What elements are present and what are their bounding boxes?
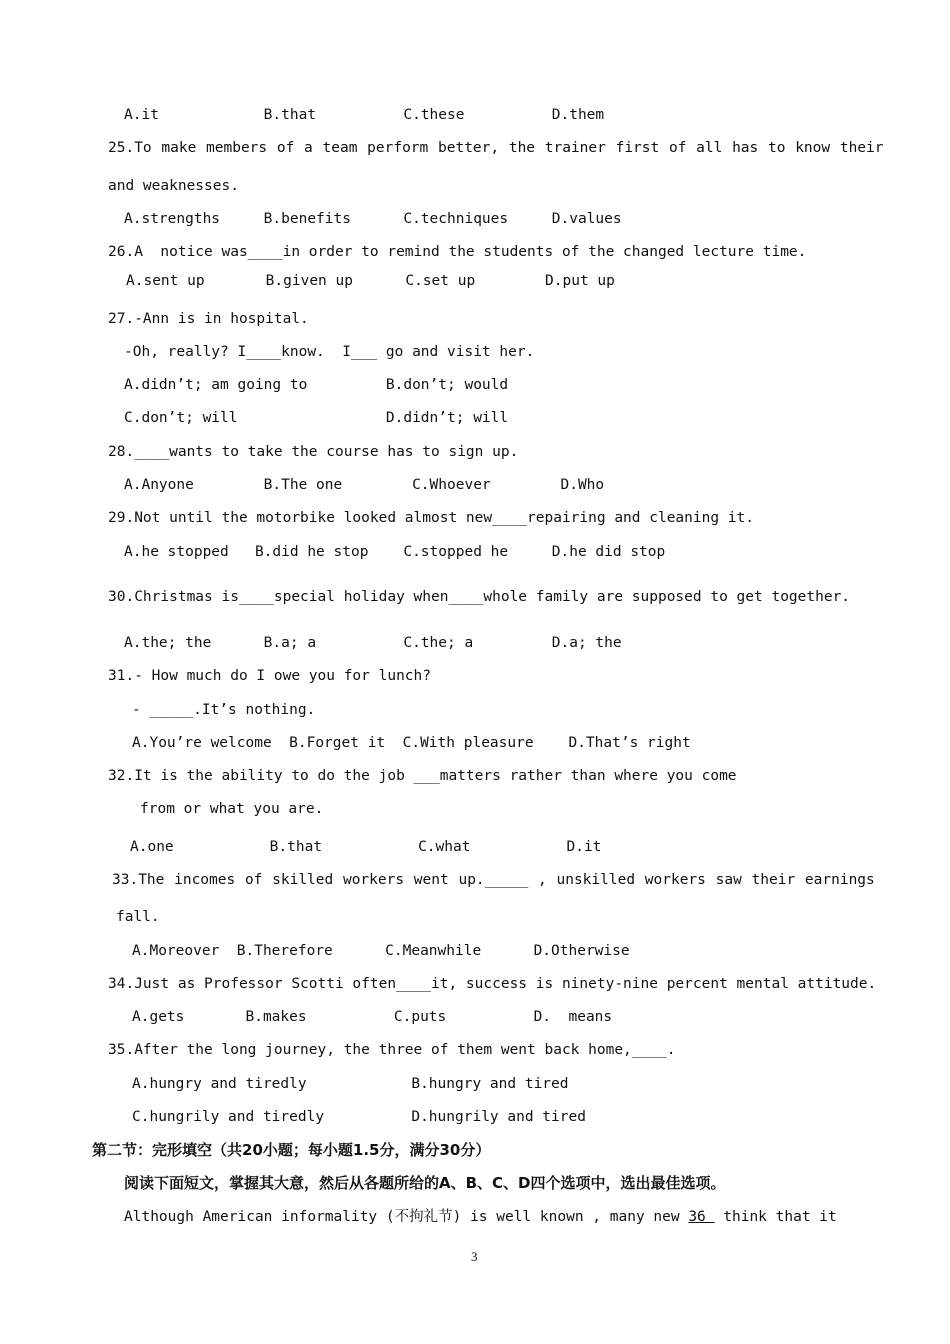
q30-stem: 30.Christmas is____special holiday when____whole family are supposed to get together. bbox=[108, 589, 851, 605]
page-number: 3 bbox=[471, 1249, 478, 1264]
blank-36: 36 bbox=[688, 1209, 715, 1225]
q25-stem: 25.To make members of a team perform better, the trainer first of all has to know their bbox=[108, 140, 884, 156]
q28-stem: 28.____wants to take the course has to sign up. bbox=[108, 444, 519, 460]
passage-text-b: think that it bbox=[714, 1209, 837, 1225]
q31-stem: 31.- How much do I owe you for lunch? bbox=[108, 668, 432, 684]
q32-stem-cont: from or what you are. bbox=[140, 801, 324, 817]
q32-options: A.one B.that C.what D.it bbox=[130, 839, 602, 855]
q29-stem: 29.Not until the motorbike looked almost new____repairing and cleaning it. bbox=[108, 510, 755, 526]
q27-dialogue: -Oh, really? I____know. I___ go and visit her. bbox=[124, 344, 535, 360]
q31-options: A.You’re welcome B.Forget it C.With pleasure D.That’s right bbox=[132, 735, 691, 751]
section-instruction: 阅读下面短文，掌握其大意，然后从各题所给的A、B、C、D四个选项中，选出最佳选项。 bbox=[124, 1174, 726, 1192]
q29-options: A.he stopped B.did he stop C.stopped he D.he did stop bbox=[124, 544, 666, 560]
q28-options: A.Anyone B.The one C.Whoever D.Who bbox=[124, 477, 605, 493]
q25-stem-cont: and weaknesses. bbox=[108, 178, 239, 194]
q26-options: A.sent up B.given up C.set up D.put up bbox=[126, 273, 615, 289]
q27-options-ab: A.didn’t; am going to B.don’t; would bbox=[124, 377, 509, 393]
passage-text-a: Although American informality (不拘礼节) is well known , many new bbox=[124, 1209, 689, 1225]
q24-options: A.it B.that C.these D.them bbox=[124, 107, 605, 123]
q27-stem: 27.-Ann is in hospital. bbox=[108, 311, 309, 327]
passage-line bbox=[124, 1208, 837, 1226]
q34-options: A.gets B.makes C.puts D. means bbox=[132, 1009, 613, 1025]
q30-options: A.the; the B.a; a C.the; a D.a; the bbox=[124, 635, 622, 651]
q35-stem: 35.After the long journey, the three of them went back home,____. bbox=[108, 1042, 676, 1058]
q33-stem-cont: fall. bbox=[116, 909, 160, 925]
q33-stem: 33.The incomes of skilled workers went up._____ , unskilled workers saw their earnings bbox=[112, 872, 875, 888]
q25-options: A.strengths B.benefits C.techniques D.values bbox=[124, 211, 622, 227]
q34-stem: 34.Just as Professor Scotti often____it, success is ninety-nine percent mental attitude. bbox=[108, 976, 877, 992]
q32-stem: 32.It is the ability to do the job ___matters rather than where you come bbox=[108, 768, 737, 784]
q31-dialogue: - _____.It’s nothing. bbox=[132, 702, 316, 718]
section-heading: 第二节：完形填空（共20小题；每小题1.5分，满分30分） bbox=[92, 1141, 491, 1159]
q27-options-cd: C.don’t; will D.didn’t; will bbox=[124, 410, 509, 426]
q35-options-ab: A.hungry and tiredly B.hungry and tired bbox=[132, 1076, 569, 1092]
q33-options: A.Moreover B.Therefore C.Meanwhile D.Otherwise bbox=[132, 943, 630, 959]
q35-options-cd: C.hungrily and tiredly D.hungrily and tired bbox=[132, 1109, 586, 1125]
q26-stem: 26.A notice was____in order to remind the students of the changed lecture time. bbox=[108, 244, 807, 260]
